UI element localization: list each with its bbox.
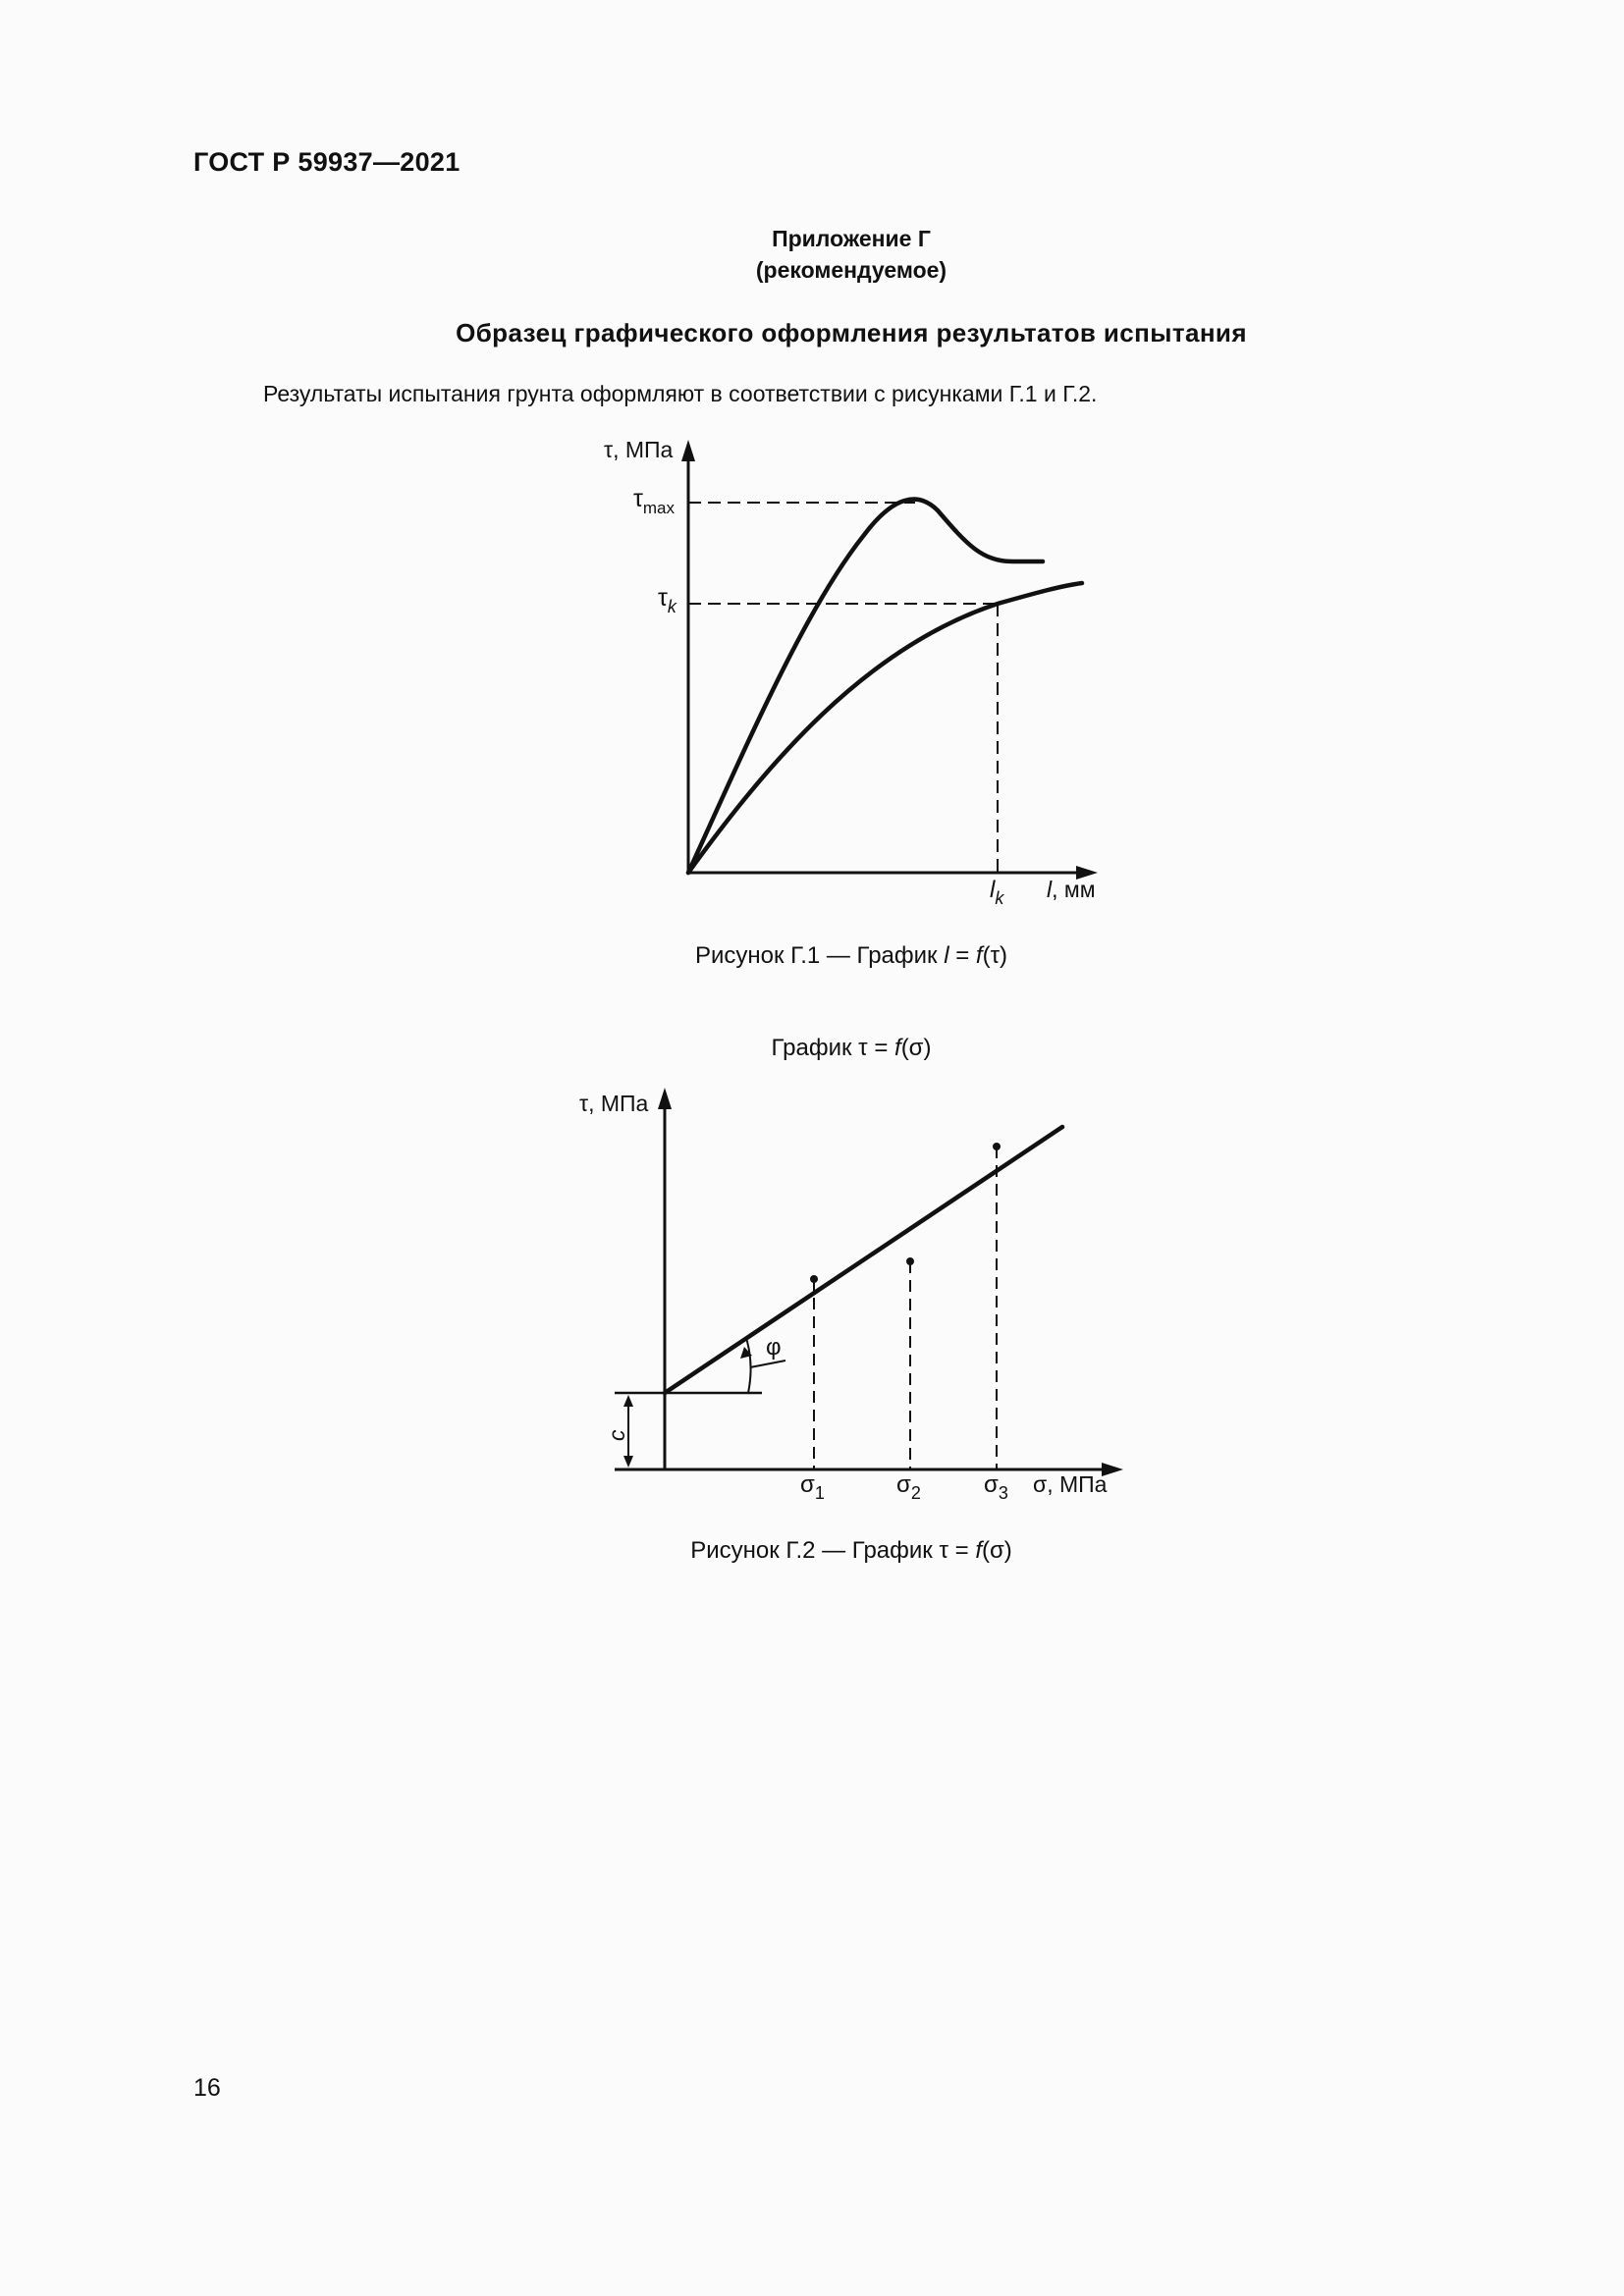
- fig2-angle-label: φ: [766, 1334, 782, 1361]
- figure-1-caption: Рисунок Г.1 — График l = f(τ): [694, 942, 1008, 969]
- fig2-y-arrow: [658, 1088, 672, 1109]
- fig1-tick-l-k: $l_k$: [990, 877, 1004, 908]
- annex-title: Приложение Г: [772, 226, 931, 251]
- intro-paragraph: Результаты испытания грунта оформляют в соответствии с рисунками Г.1 и Г.2.: [263, 381, 1098, 406]
- fig2-c-arrow-up: [623, 1395, 633, 1407]
- fig2-tick-sigma1: $\sigma_1$: [800, 1471, 825, 1503]
- fig1-y-arrow: [681, 440, 695, 461]
- annex-type: (рекомендуемое): [755, 257, 947, 283]
- fig2-tick-sigma2: $\sigma_2$: [896, 1471, 921, 1503]
- fig2-y-axis-label: τ, МПа: [579, 1091, 649, 1116]
- figure-2-title: График τ = f(σ): [771, 1035, 932, 1061]
- figure-2-caption: Рисунок Г.2 — График τ = f(σ): [690, 1537, 1012, 1564]
- fig2-point-2: [906, 1257, 914, 1265]
- fig2-point-1: [810, 1275, 818, 1283]
- fig2-intercept-label: c: [604, 1429, 629, 1441]
- fig1-tick-tau-k: $\tau_k$: [658, 584, 677, 616]
- fig2-shear-line: [665, 1127, 1062, 1393]
- section-title: Образец графического оформления результатов испытания: [456, 318, 1247, 347]
- fig2-x-axis-label: σ, МПа: [1033, 1471, 1108, 1497]
- fig1-curve-monotone: [688, 583, 1082, 873]
- fig1-x-axis-label: l, мм: [1047, 877, 1096, 902]
- fig2-point-3: [993, 1143, 1001, 1150]
- page-number: 16: [193, 2074, 221, 2102]
- figure-1-diagram: [579, 430, 1129, 921]
- fig1-y-axis-label: τ, МПа: [604, 437, 674, 462]
- fig2-angle-leader: [750, 1361, 785, 1367]
- figure-2-diagram: [560, 1075, 1149, 1517]
- fig2-c-arrow-down: [623, 1456, 633, 1468]
- fig2-angle-arc: [746, 1338, 751, 1393]
- fig2-tick-sigma3: $\sigma_3$: [984, 1471, 1008, 1503]
- fig1-curve-peak: [688, 500, 1043, 873]
- document-header: ГОСТ Р 59937—2021: [193, 147, 460, 177]
- fig1-tick-tau-max: $\tau_{max}$: [633, 485, 676, 517]
